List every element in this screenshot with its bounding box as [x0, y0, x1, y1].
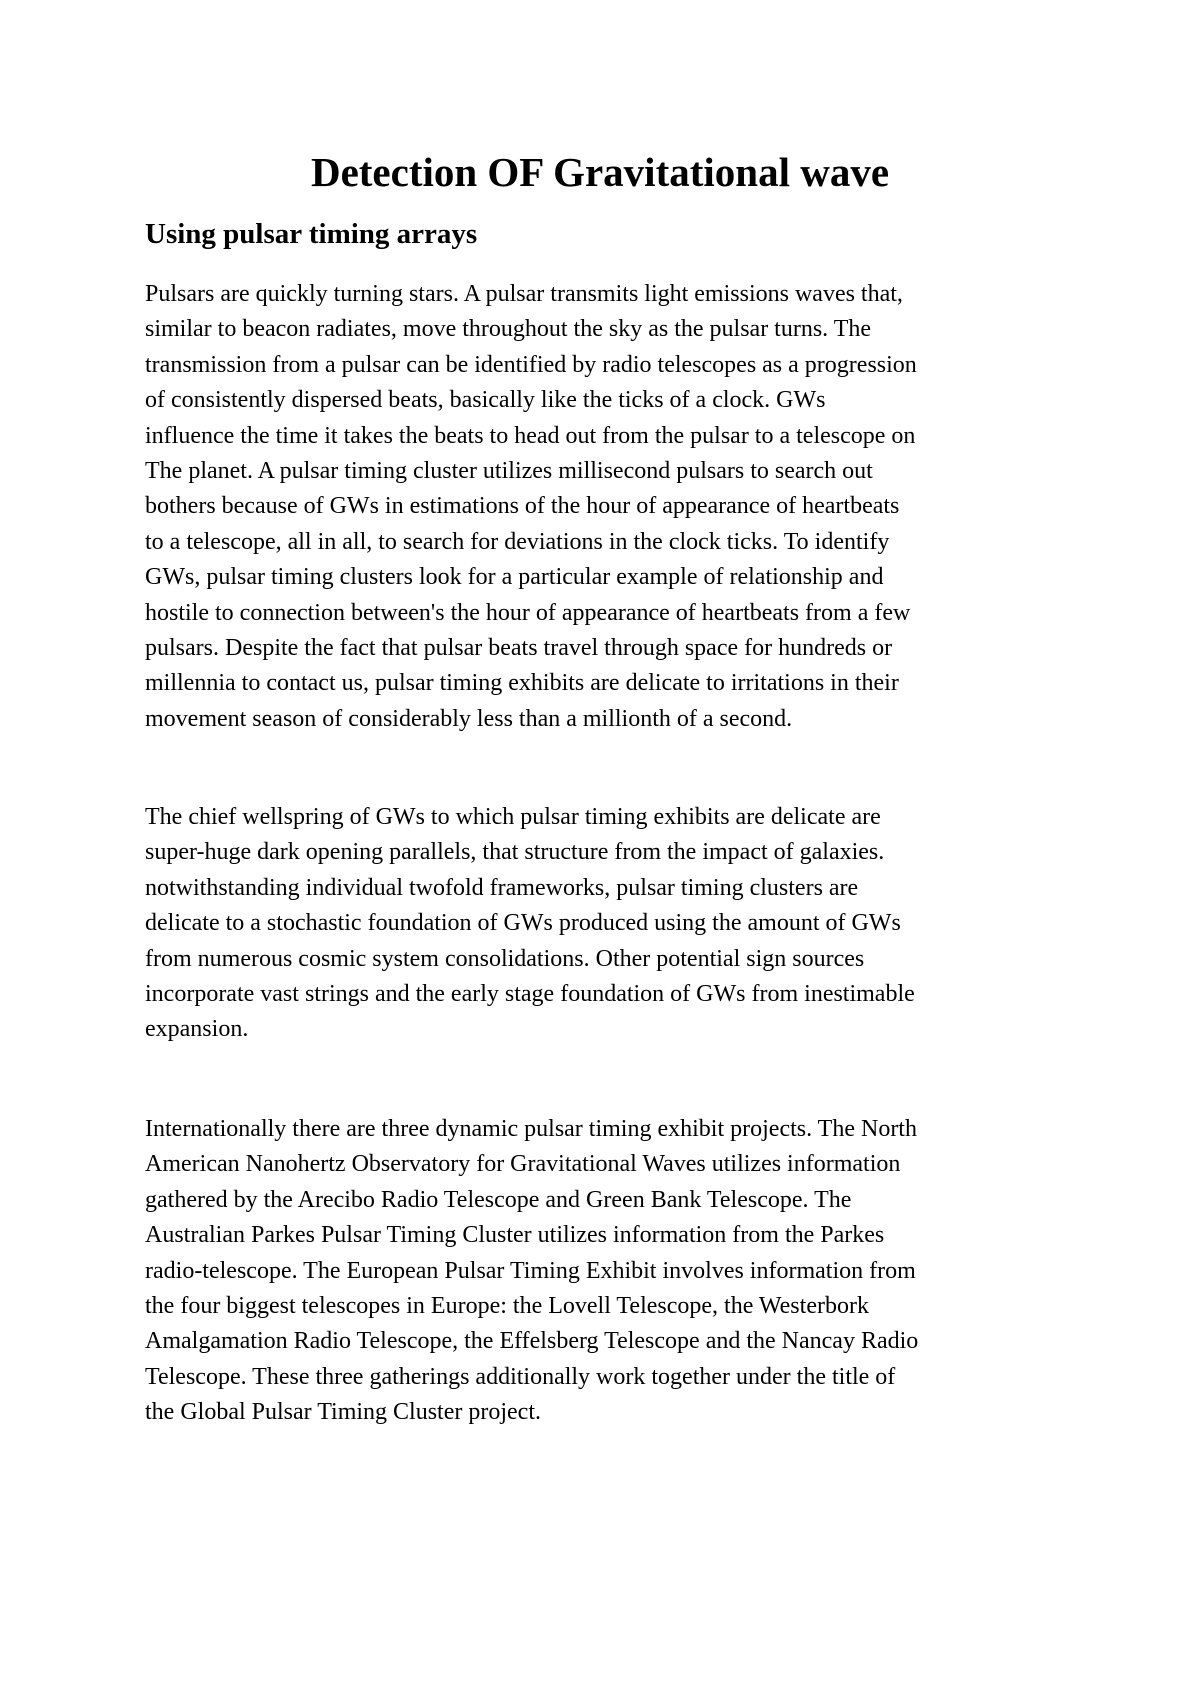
text-line: notwithstanding individual twofold frameworks, pulsar timing clusters are — [145, 874, 859, 901]
text-line: Internationally there are three dynamic pulsar timing exhibit projects. The North — [145, 1116, 917, 1142]
text-line: bothers because of GWs in estimations of the hour of appearance of heartbeats — [145, 493, 900, 520]
text-line: The planet. A pulsar timing cluster utilizes millisecond pulsars to search out — [145, 458, 873, 485]
paragraph-gw-sources — [145, 800, 1075, 1048]
text-line: super-huge dark opening parallels, that structure from the impact of galaxies. — [145, 839, 885, 866]
text-line: radio-telescope. The European Pulsar Timing Exhibit involves information from — [145, 1257, 916, 1284]
text-line: hostile to connection between's the hour of appearance of heartbeats from a few — [145, 599, 911, 626]
text-line: to a telescope, all in all, to search for deviations in the clock ticks. To identify — [145, 528, 890, 555]
text-line: delicate to a stochastic foundation of GWs produced using the amount of GWs — [145, 910, 901, 937]
paragraph-pulsars-intro — [145, 277, 1075, 737]
text-line: incorporate vast strings and the early stage foundation of GWs from inestimable — [145, 981, 915, 1008]
section-heading: Using pulsar timing arrays — [145, 218, 478, 250]
text-line: expansion. — [145, 1016, 249, 1043]
text-line: from numerous cosmic system consolidations. Other potential sign sources — [145, 945, 865, 972]
text-line: American Nanohertz Observatory for Gravitational Waves utilizes information — [145, 1151, 901, 1178]
text-line: the Global Pulsar Timing Cluster project. — [145, 1399, 541, 1426]
text-line: transmission from a pulsar can be identified by radio telescopes as a progression — [145, 351, 917, 378]
text-line: pulsars. Despite the fact that pulsar beats travel through space for hundreds or — [145, 635, 893, 662]
paragraph-timing-projects — [145, 1112, 1075, 1431]
text-line: movement season of considerably less than a millionth of a second. — [145, 705, 793, 732]
text-line: Australian Parkes Pulsar Timing Cluster utilizes information from the Parkes — [145, 1222, 885, 1249]
text-line: Pulsars are quickly turning stars. A pulsar transmits light emissions waves that, — [145, 281, 903, 307]
text-line: millennia to contact us, pulsar timing exhibits are delicate to irritations in their — [145, 670, 899, 697]
text-line: Amalgamation Radio Telescope, the Effelsberg Telescope and the Nancay Radio — [145, 1328, 919, 1355]
text-line: gathered by the Arecibo Radio Telescope and Green Bank Telescope. The — [145, 1186, 852, 1213]
text-line: influence the time it takes the beats to head out from the pulsar to a telescope on — [145, 422, 916, 449]
text-line: GWs, pulsar timing clusters look for a particular example of relationship and — [145, 564, 884, 591]
text-line: Telescope. These three gatherings additionally work together under the title of — [145, 1363, 896, 1390]
document-title: Detection OF Gravitational wave — [310, 149, 890, 195]
text-line: The chief wellspring of GWs to which pulsar timing exhibits are delicate are — [145, 804, 881, 830]
text-line: similar to beacon radiates, move throughout the sky as the pulsar turns. The — [145, 316, 872, 343]
text-line: the four biggest telescopes in Europe: the Lovell Telescope, the Westerbork — [145, 1293, 869, 1320]
text-line: of consistently dispersed beats, basically like the ticks of a clock. GWs — [145, 387, 826, 414]
